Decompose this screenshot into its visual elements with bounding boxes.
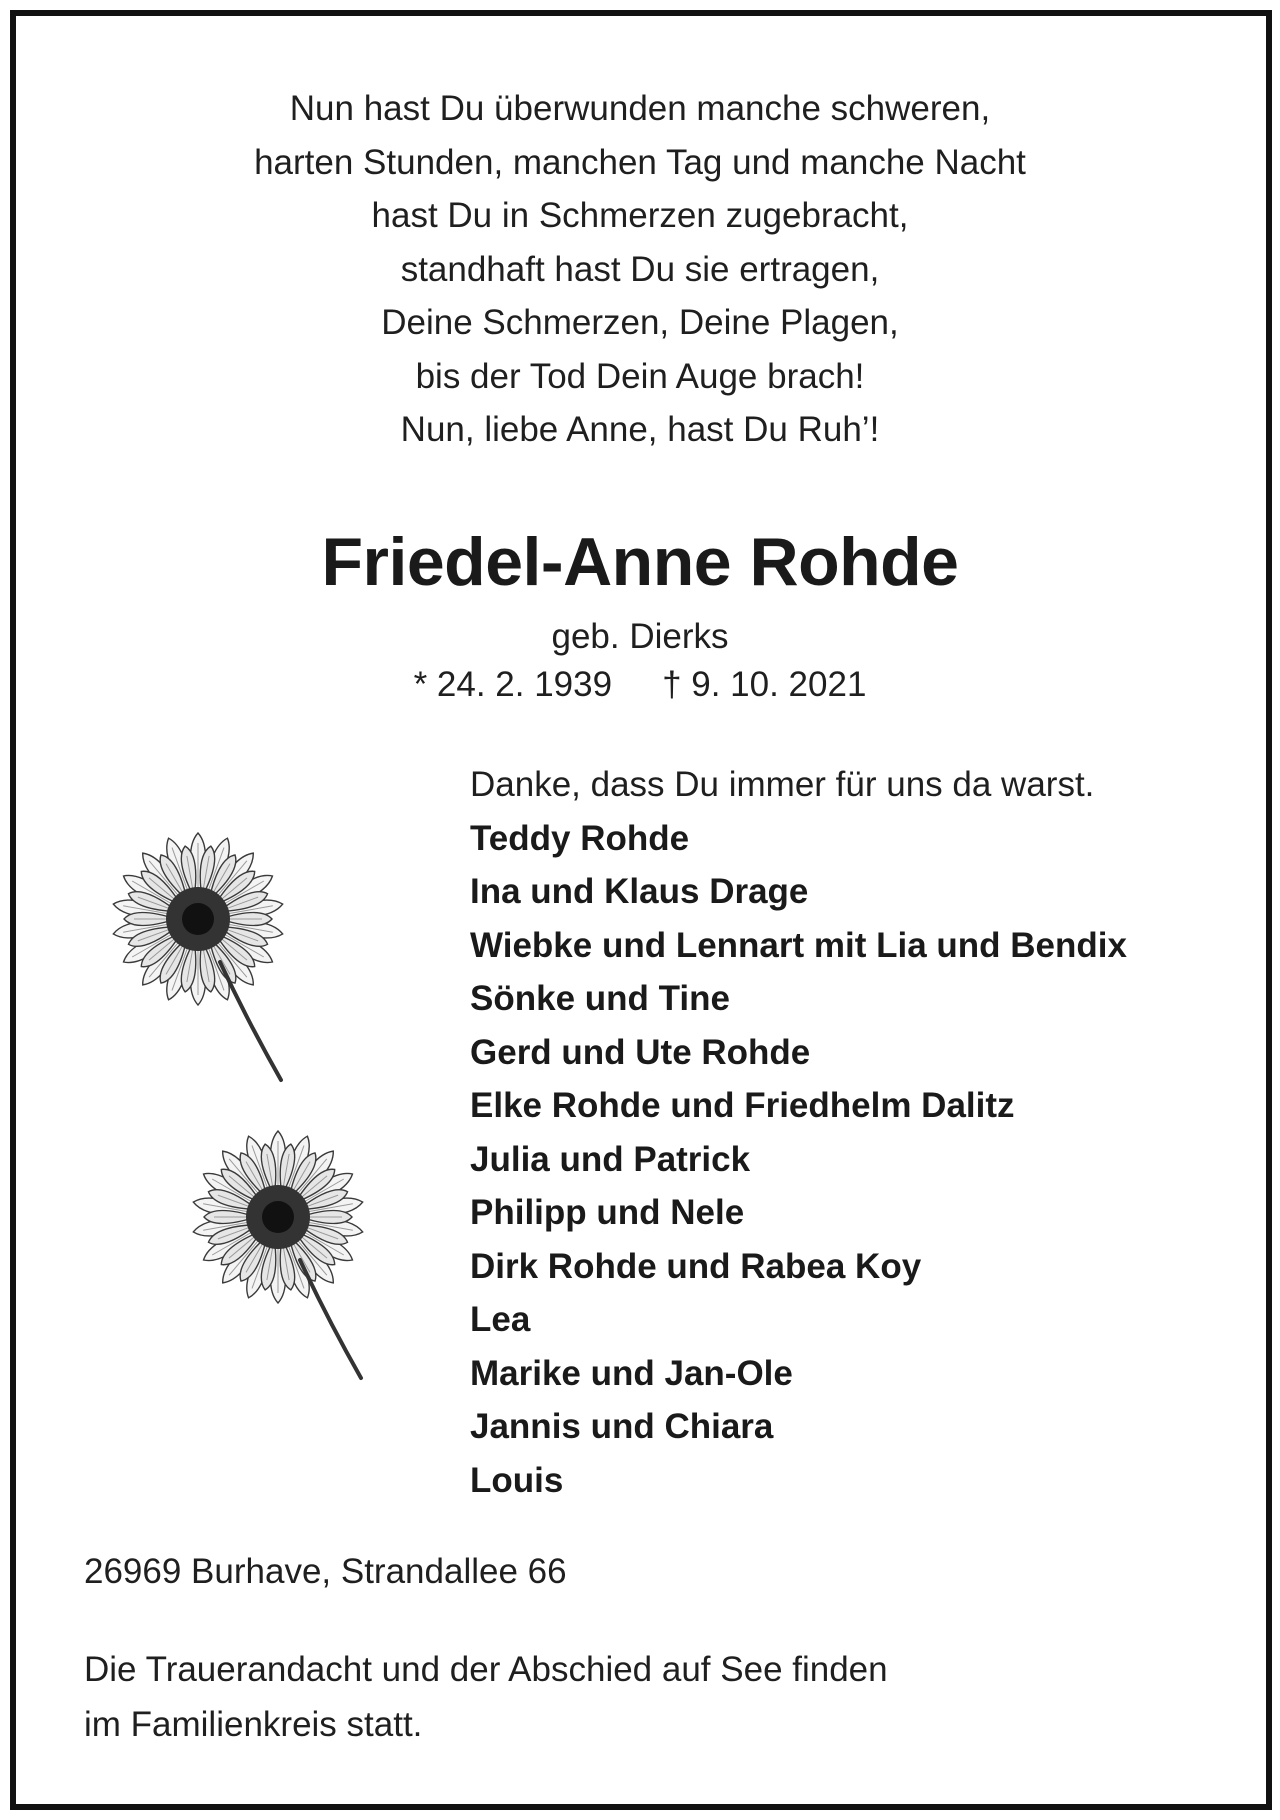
mourner-name: Lea	[470, 1300, 531, 1339]
poem-line: Nun, liebe Anne, hast Du Ruh’!	[400, 410, 880, 449]
poem-line: Nun hast Du überwunden manche schweren,	[289, 89, 991, 128]
mourner-name: Elke Rohde und Friedhelm Dalitz	[470, 1086, 1015, 1125]
poem	[0, 82, 1280, 457]
poem-line: standhaft hast Du sie ertragen,	[400, 249, 880, 289]
poem-line: harten Stunden, manchen Tag und manche Nacht	[254, 142, 1026, 182]
mourner-name: Ina und Klaus Drage	[470, 872, 809, 911]
mourner-name: Philipp und Nele	[470, 1193, 745, 1232]
mourner-name: Gerd und Ute Rohde	[470, 1032, 811, 1072]
sunflower-icon	[178, 1110, 388, 1390]
mourner-name: Julia und Patrick	[470, 1139, 751, 1179]
thanks-text: Danke, dass Du immer für uns da warst.	[470, 765, 1095, 804]
birth-name: geb. Dierks	[551, 617, 729, 656]
mourner-name: Marike und Jan-Ole	[470, 1353, 793, 1393]
poem-line: bis der Tod Dein Auge brach!	[415, 356, 865, 396]
note-line: im Familienkreis statt.	[84, 1705, 423, 1744]
death-date: † 9. 10. 2021	[662, 665, 867, 704]
mourners-block	[470, 758, 1127, 1507]
address: 26969 Burhave, Strandallee 66	[84, 1552, 567, 1591]
life-dates	[0, 663, 1280, 707]
deceased-name: Friedel-Anne Rohde	[321, 524, 959, 600]
mourner-name: Wiebke und Lennart mit Lia und Bendix	[470, 925, 1127, 965]
mourner-name: Jannis und Chiara	[470, 1407, 774, 1446]
mourner-list	[470, 812, 1127, 1508]
mourner-name: Sönke und Tine	[470, 979, 730, 1018]
mourner-name: Louis	[470, 1460, 564, 1500]
mourner-name: Teddy Rohde	[470, 818, 690, 858]
mourner-name: Dirk Rohde und Rabea Koy	[470, 1246, 922, 1286]
note-line: Die Trauerandacht und der Abschied auf See finden	[84, 1650, 888, 1689]
ceremony-note	[84, 1642, 888, 1752]
birth-date: * 24. 2. 1939	[413, 665, 613, 704]
poem-line: hast Du in Schmerzen zugebracht,	[371, 196, 909, 235]
poem-line: Deine Schmerzen, Deine Plagen,	[381, 303, 899, 342]
sunflower-icon	[98, 812, 308, 1092]
